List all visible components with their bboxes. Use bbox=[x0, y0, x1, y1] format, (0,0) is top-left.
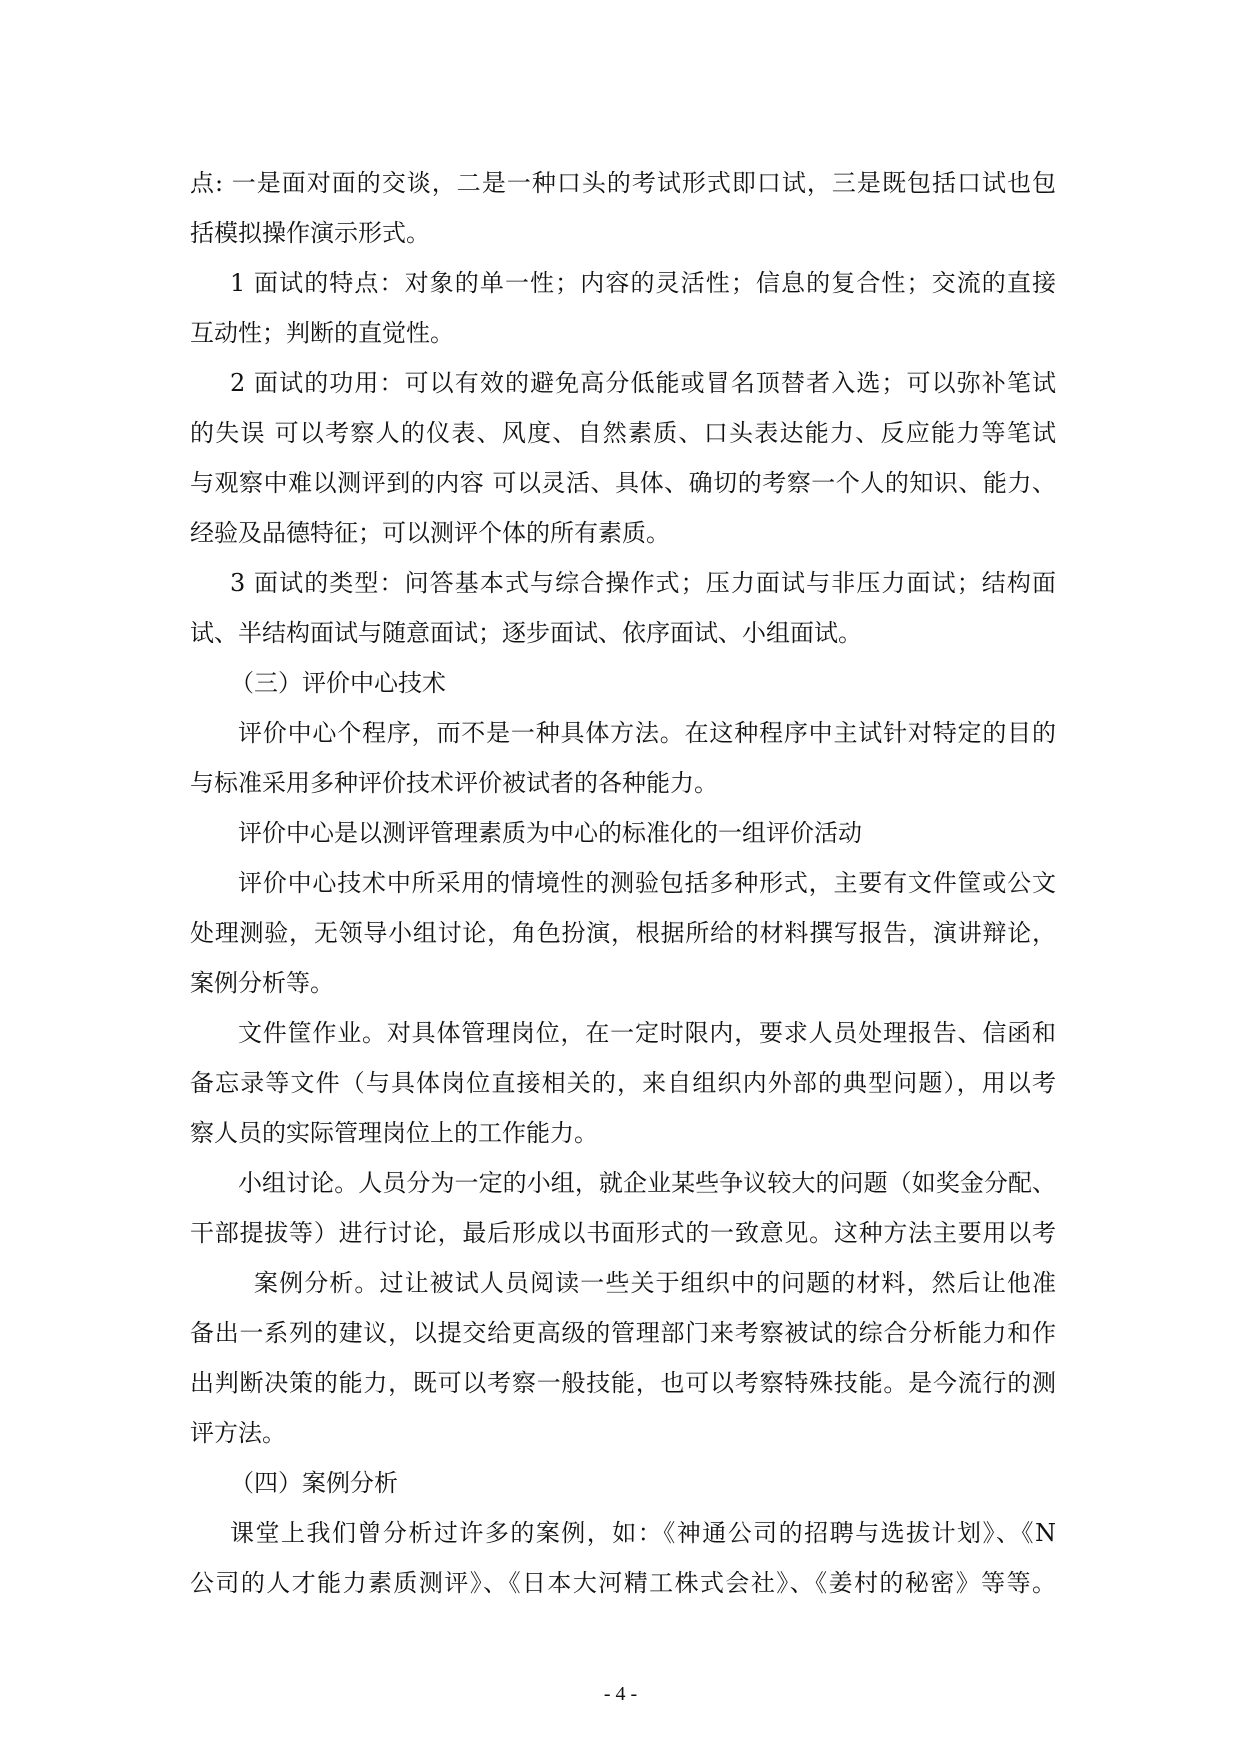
text-line: 评价中心技术中所采用的情境性的测验包括多种形式，主要有文件筐或公文 bbox=[238, 869, 1056, 897]
text-line: 评价中心个程序，而不是一种具体方法。在这种程序中主试针对特定的目的 bbox=[238, 719, 1056, 747]
text-line: 备忘录等文件（与具体岗位直接相关的，来自组织内外部的典型问题），用以考 bbox=[190, 1069, 1056, 1097]
text-line: 1 面试的特点：对象的单一性；内容的灵活性；信息的复合性；交流的直接 bbox=[230, 269, 1056, 297]
text-line: 案例分析。过让被试人员阅读一些关于组织中的问题的材料，然后让他准 bbox=[254, 1269, 1056, 1297]
text-line: 经验及品德特征；可以测评个体的所有素质。 bbox=[190, 519, 670, 547]
text-line: 的失误 可以考察人的仪表、风度、自然素质、口头表达能力、反应能力等笔试 bbox=[190, 419, 1056, 447]
text-line: 与观察中难以测评到的内容 可以灵活、具体、确切的考察一个人的知识、能力、 bbox=[190, 469, 1056, 497]
text-line: 互动性；判断的直觉性。 bbox=[190, 319, 454, 347]
text-line: 括模拟操作演示形式。 bbox=[190, 219, 430, 247]
text-line: 备出一系列的建议，以提交给更高级的管理部门来考察被试的综合分析能力和作 bbox=[190, 1319, 1056, 1347]
text-line: 小组讨论。人员分为一定的小组，就企业某些争议较大的问题（如奖金分配、 bbox=[238, 1169, 1056, 1197]
text-line: 2 面试的功用：可以有效的避免高分低能或冒名顶替者入选；可以弥补笔试 bbox=[230, 369, 1056, 397]
text-line: 处理测验，无领导小组讨论，角色扮演，根据所给的材料撰写报告，演讲辩论， bbox=[190, 919, 1056, 947]
page-number: - 4 - bbox=[603, 1683, 638, 1705]
text-line: 课堂上我们曾分析过许多的案例，如：《神通公司的招聘与选拔计划》、《N bbox=[230, 1519, 1056, 1547]
text-line: 点: 一是面对面的交谈，二是一种口头的考试形式即口试，三是既包括口试也包 bbox=[190, 169, 1056, 197]
section-heading: （四）案例分析 bbox=[230, 1469, 398, 1497]
text-line: 与标准采用多种评价技术评价被试者的各种能力。 bbox=[190, 769, 718, 797]
text-line: 文件筐作业。对具体管理岗位，在一定时限内，要求人员处理报告、信函和 bbox=[238, 1019, 1056, 1047]
text-line: 察人员的实际管理岗位上的工作能力。 bbox=[190, 1119, 598, 1147]
text-line: 3 面试的类型：问答基本式与综合操作式；压力面试与非压力面试；结构面 bbox=[230, 569, 1056, 597]
text-line: 公司的人才能力素质测评》、《日本大河精工株式会社》、《姜村的秘密》等等。 bbox=[190, 1569, 1056, 1597]
text-line: 评价中心是以测评管理素质为中心的标准化的一组评价活动 bbox=[238, 819, 862, 847]
text-line: 评方法。 bbox=[190, 1419, 286, 1447]
body-text bbox=[190, 158, 1056, 1608]
text-line: 出判断决策的能力，既可以考察一般技能，也可以考察特殊技能。是今流行的测 bbox=[190, 1369, 1056, 1397]
text-line: 试、半结构面试与随意面试；逐步面试、依序面试、小组面试。 bbox=[190, 619, 862, 647]
text-line: 干部提拔等）进行讨论，最后形成以书面形式的一致意见。这种方法主要用以考 bbox=[190, 1219, 1056, 1247]
text-line: 案例分析等。 bbox=[190, 969, 334, 997]
section-heading: （三）评价中心技术 bbox=[230, 669, 446, 697]
